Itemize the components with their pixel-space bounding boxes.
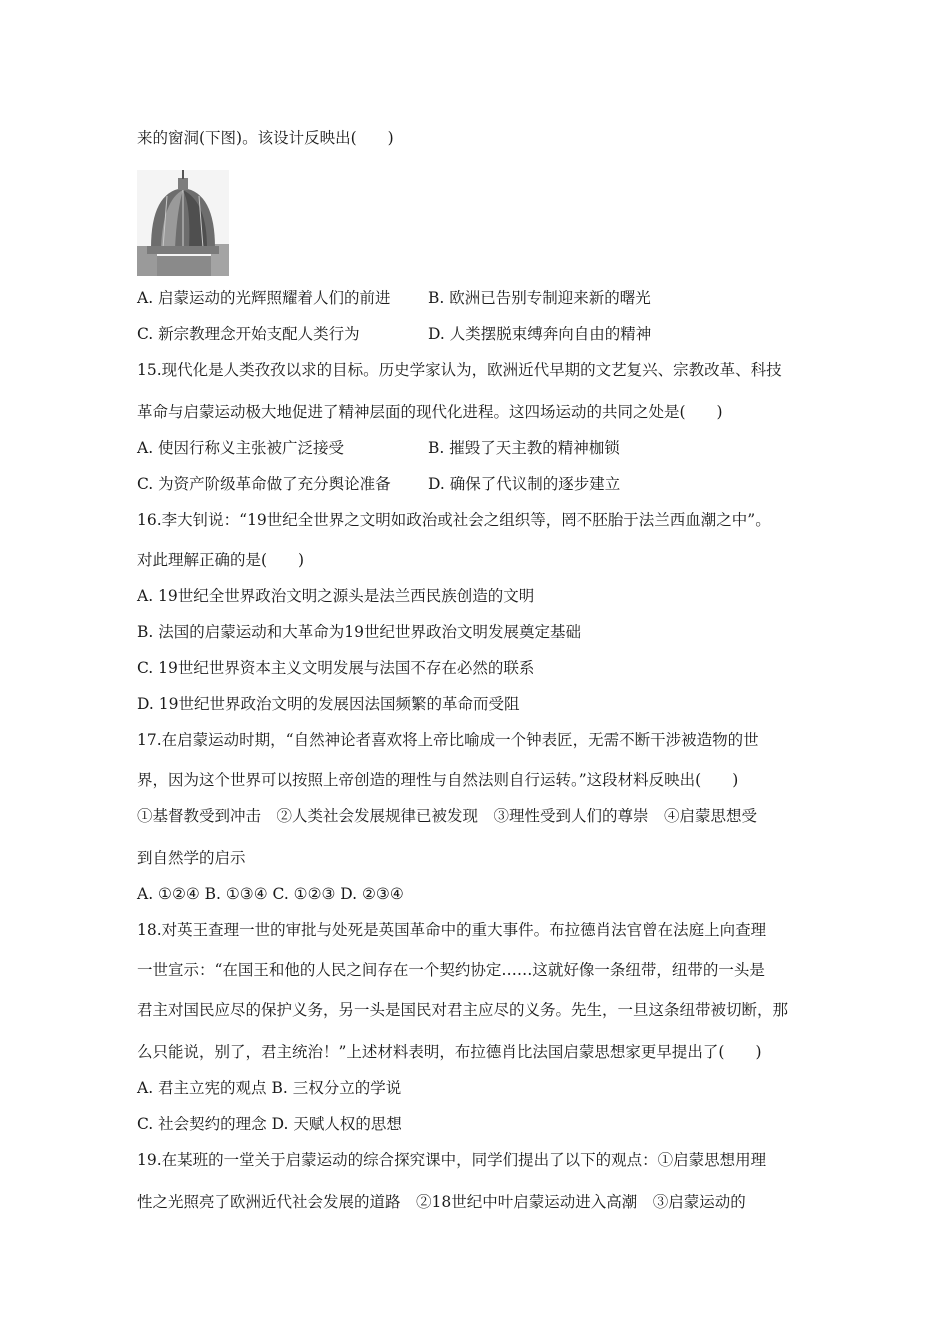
q15-stem-2: 革命与启蒙运动极大地促进了精神层面的现代化进程。这四场运动的共同之处是( ) (137, 403, 723, 421)
q18-options-ab: A. 君主立宪的观点 B. 三权分立的学说 (137, 1079, 402, 1097)
q15-stem-1: 15.现代化是人类孜孜以求的目标。历史学家认为，欧洲近代早期的文艺复兴、宗教改革、科技 (137, 361, 782, 379)
q17-stem-3: ①基督教受到冲击 ②人类社会发展规律已被发现 ③理性受到人们的尊崇 ④启蒙思想受 (137, 807, 758, 825)
q17-stem-2: 界，因为这个世界可以按照上帝创造的理性与自然法则自行运转。”这段材料反映出( ) (137, 771, 739, 789)
q18-stem-3: 君主对国民应尽的保护义务，另一头是国民对君主应尽的义务。先生，一旦这条纽带被切断，那 (137, 1001, 789, 1019)
q18-options-cd: C. 社会契约的理念 D. 天赋人权的思想 (137, 1115, 402, 1133)
line-intro: 来的窗洞(下图)。该设计反映出( ) (137, 129, 394, 147)
q16-option-b: B. 法国的启蒙运动和大革命为19世纪世界政治文明发展奠定基础 (137, 623, 581, 641)
q19-stem-2: 性之光照亮了欧洲近代社会发展的道路 ②18世纪中叶启蒙运动进入高潮 ③启蒙运动的 (137, 1193, 746, 1211)
q17-stem-1: 17.在启蒙运动时期，“自然神论者喜欢将上帝比喻成一个钟表匠，无需不断干涉被造物的世 (137, 731, 759, 749)
q17-stem-4: 到自然学的启示 (137, 849, 246, 867)
q18-stem-2: 一世宣示：“在国王和他的人民之间存在一个契约协定……这就好像一条纽带，纽带的一头是 (137, 961, 765, 979)
q14-option-c: C. 新宗教理念开始支配人类行为 (137, 325, 360, 343)
q18-stem-4: 么只能说，别了，君主统治！”上述材料表明，布拉德肖比法国启蒙思想家更早提出了( ) (137, 1043, 762, 1061)
q16-option-d: D. 19世纪世界政治文明的发展因法国频繁的革命而受阻 (137, 695, 520, 713)
q15-option-d: D. 确保了代议制的逐步建立 (428, 475, 621, 493)
q15-option-a: A. 使因行称义主张被广泛接受 (137, 439, 345, 457)
q15-option-b: B. 摧毁了天主教的精神枷锁 (428, 439, 620, 457)
q16-option-a: A. 19世纪全世界政治文明之源头是法兰西民族创造的文明 (137, 587, 535, 605)
cathedral-dome-image (137, 170, 229, 276)
q16-stem-2: 对此理解正确的是( ) (137, 551, 305, 569)
q16-option-c: C. 19世纪世界资本主义文明发展与法国不存在必然的联系 (137, 659, 535, 677)
q14-option-d: D. 人类摆脱束缚奔向自由的精神 (428, 325, 652, 343)
q17-options: A. ①②④ B. ①③④ C. ①②③ D. ②③④ (137, 885, 404, 903)
q15-option-c: C. 为资产阶级革命做了充分舆论准备 (137, 475, 391, 493)
q14-option-a: A. 启蒙运动的光辉照耀着人们的前进 (137, 289, 391, 307)
q18-stem-1: 18.对英王查理一世的审批与处死是英国革命中的重大事件。布拉德肖法官曾在法庭上向查理 (137, 921, 767, 939)
q14-option-b: B. 欧洲已告别专制迎来新的曙光 (428, 289, 651, 307)
q19-stem-1: 19.在某班的一堂关于启蒙运动的综合探究课中，同学们提出了以下的观点：①启蒙思想用理 (137, 1151, 767, 1169)
q16-stem-1: 16.李大钊说：“19世纪全世界之文明如政治或社会之组织等，罔不胚胎于法兰西血潮之中”。 (137, 511, 771, 529)
